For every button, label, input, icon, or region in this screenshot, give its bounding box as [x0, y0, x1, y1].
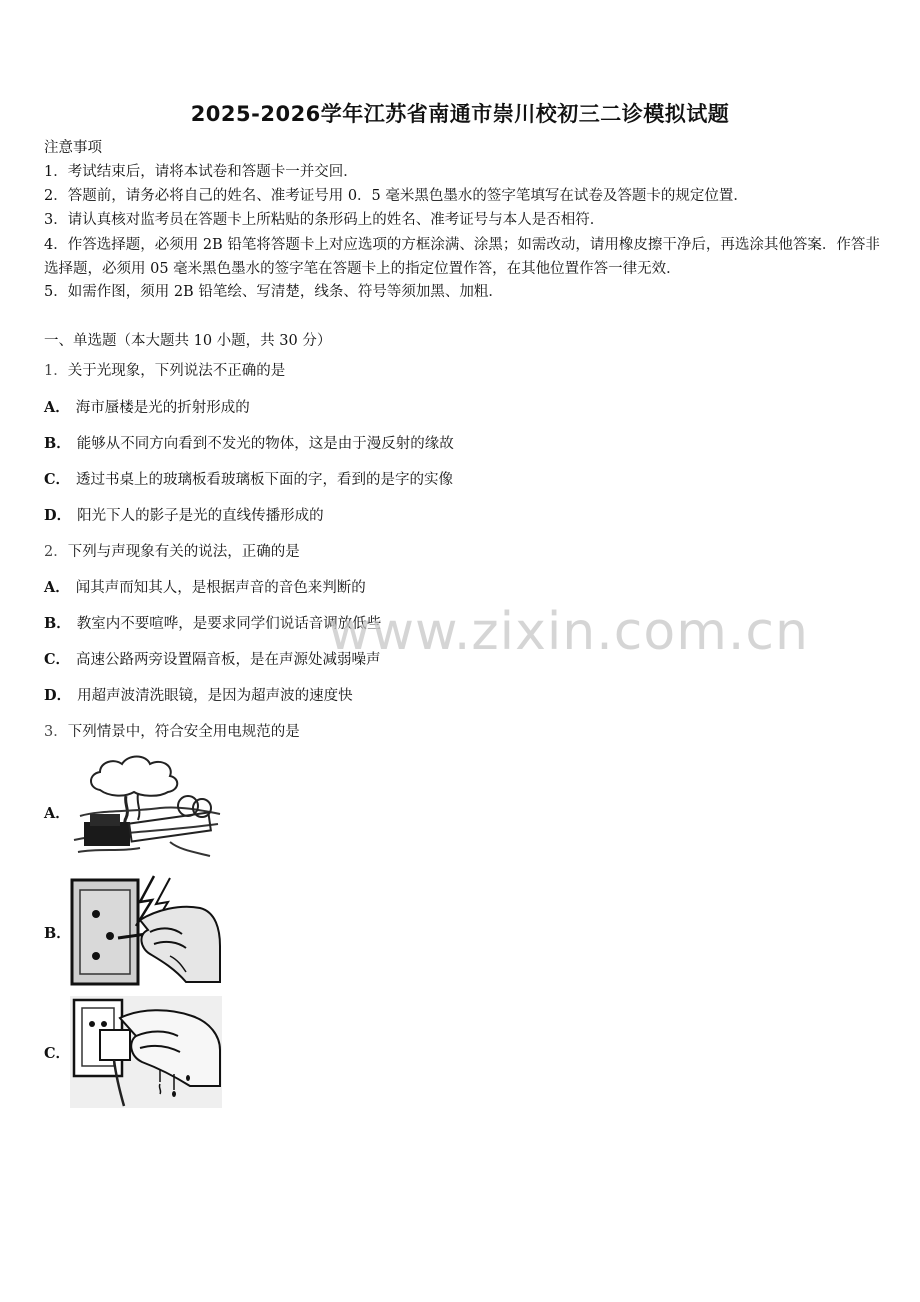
option-row: [44, 685, 353, 707]
option-row: [44, 469, 453, 491]
question-number: 2．: [44, 544, 68, 560]
option-letter: B．: [44, 615, 71, 632]
overloaded-socket-illustration: [70, 752, 222, 862]
option-text: 海市蜃楼是光的折射形成的: [75, 400, 250, 416]
option-letter: D．: [44, 687, 72, 704]
notice-item: 1．考试结束后，请将本试卷和答题卡一并交回．: [44, 164, 358, 180]
socket-poking-illustration: [70, 874, 222, 986]
question-stem: [44, 721, 300, 743]
option-letter: C．: [44, 651, 71, 668]
notice-item: 5．如需作图，须用 2B 铅笔绘、写清楚，线条、符号等须加黑、加粗．: [44, 284, 503, 300]
option-letter: C．: [44, 1045, 71, 1062]
question-number: 1．: [44, 363, 68, 379]
question-text: 关于光现象，下列说法不正确的是: [67, 363, 286, 379]
option-text: 闻其声而知其人，是根据声音的音色来判断的: [75, 580, 366, 596]
option-text: 高速公路两旁设置隔音板，是在声源处减弱噪声: [76, 652, 381, 668]
question-text: 下列与声现象有关的说法，正确的是: [67, 544, 300, 560]
option-row: [44, 433, 454, 455]
question-stem: [44, 360, 285, 382]
wet-hand-plug-illustration: [70, 996, 222, 1108]
option-text: 能够从不同方向看到不发光的物体，这是由于漫反射的缘故: [76, 436, 454, 452]
option-text: 透过书桌上的玻璃板看玻璃板下面的字，看到的是字的实像: [76, 472, 454, 488]
option-letter: B．: [44, 435, 71, 452]
option-text: 阳光下人的影子是光的直线传播形成的: [77, 508, 324, 524]
question-text: 下列情景中，符合安全用电规范的是: [67, 724, 300, 740]
option-letter: A．: [44, 579, 70, 596]
page-title: 2025-2026学年江苏省南通市崇川校初三二诊模拟试题: [190, 102, 730, 126]
question-number: 3．: [44, 724, 68, 740]
notice-item: 2．答题前，请务必将自己的姓名、准考证号用 0．5 毫米黑色墨水的签字笔填写在试卷及答题卡的规定位置．: [44, 188, 748, 204]
question-stem: [44, 541, 300, 563]
option-letter: D．: [44, 507, 72, 524]
notice-heading: 注意事项: [44, 140, 102, 156]
option-letter: A．: [44, 399, 70, 416]
option-letter: C．: [44, 471, 71, 488]
option-text: 教室内不要喧哗，是要求同学们说话音调放低些: [76, 616, 382, 632]
option-text: 用超声波清洗眼镜，是因为超声波的速度快: [77, 688, 353, 704]
section-heading: 一、单选题（本大题共 10 小题，共 30 分）: [44, 333, 332, 349]
option-row: [44, 397, 250, 419]
watermark: www.zixin.com.cn: [328, 602, 809, 662]
option-letter: A．: [44, 805, 70, 822]
option-row: [44, 577, 366, 599]
option-letter: B．: [44, 925, 71, 942]
notice-item: 3．请认真核对监考员在答题卡上所粘贴的条形码上的姓名、准考证号与本人是否相符．: [44, 212, 605, 228]
option-row: [44, 505, 324, 527]
notice-item: 4．作答选择题，必须用 2B 铅笔将答题卡上对应选项的方框涂满、涂黑；如需改动，请用橡皮擦干净后，再选涂其他答案．作答非选择题，必须用 05 毫米黑色墨水的签字笔在答题卡上的指定位置作答，在其他位置作答一律无效．: [44, 237, 880, 277]
